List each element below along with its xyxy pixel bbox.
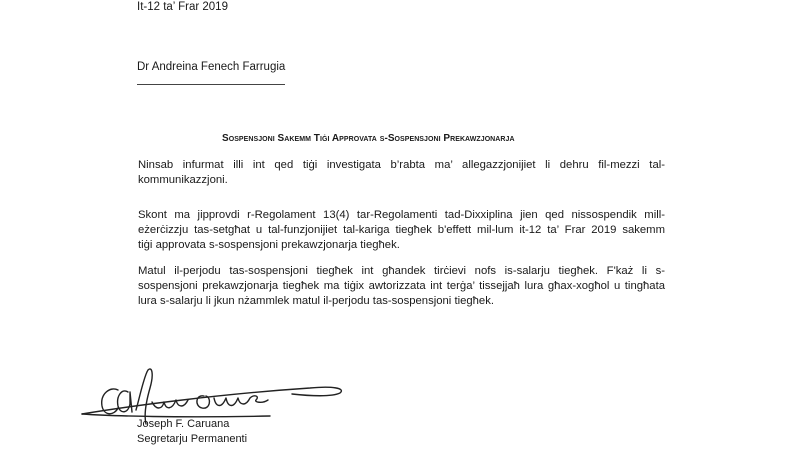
paragraph-1 <box>138 158 665 188</box>
paragraph-line: sospensjoni prekawzjonarja tiegħek ma tiġix awtorizzata int terġa’ tissejjaħ lura għax-xogħol u tingħata <box>138 280 665 292</box>
paragraph-2 <box>138 208 665 253</box>
paragraph-3 <box>138 264 665 309</box>
paragraph-line: Skont ma jipprovdi r-Regolament 13(4) tar-Regolamenti tad-Dixxiplina jien qed nissospendik mill- <box>138 209 665 221</box>
letter-subject: Sospensjoni Sakemm Tiġi Approvata s-Sospensjoni Prekawzjonarja <box>222 133 515 144</box>
handwritten-signature <box>70 366 370 426</box>
paragraph-line: Ninsab infurmat illi int qed tiġi investigata b’rabta ma’ allegazzjonijiet li dehru fil-mezzi tal- <box>138 159 665 171</box>
paragraph-line: lura s-salarju li jkun nżammlek matul il-perjodu tas-sospensjoni tiegħek. <box>138 295 495 307</box>
signature-stroke <box>82 387 341 414</box>
paragraph-line: kommunikazzjoni. <box>138 174 228 186</box>
paragraph-line: Matul il-perjodu tas-sospensjoni tiegħek int għandek tirċievi nofs is-salarju tiegħek. F'każ li s- <box>138 265 665 277</box>
signer-title: Segretarju Permanenti <box>137 433 248 445</box>
recipient-underline <box>137 84 285 85</box>
paragraph-line: eżerċizzju tas-setgħat u tal-funzjonijiet tal-kariga tiegħek b'effett mil-lum it-12 ta’ Frar 2019 sakemm <box>138 224 665 236</box>
recipient-name: Dr Andreina Fenech Farrugia <box>137 61 286 73</box>
letter-date: It-12 ta’ Frar 2019 <box>137 1 228 13</box>
signature-stroke <box>118 391 132 412</box>
signer-name: Joseph F. Caruana <box>137 418 230 430</box>
signature-stroke <box>214 396 268 406</box>
paragraph-line: tiġi approvata s-sospensjoni prekawzjonarja tiegħek. <box>138 239 400 251</box>
